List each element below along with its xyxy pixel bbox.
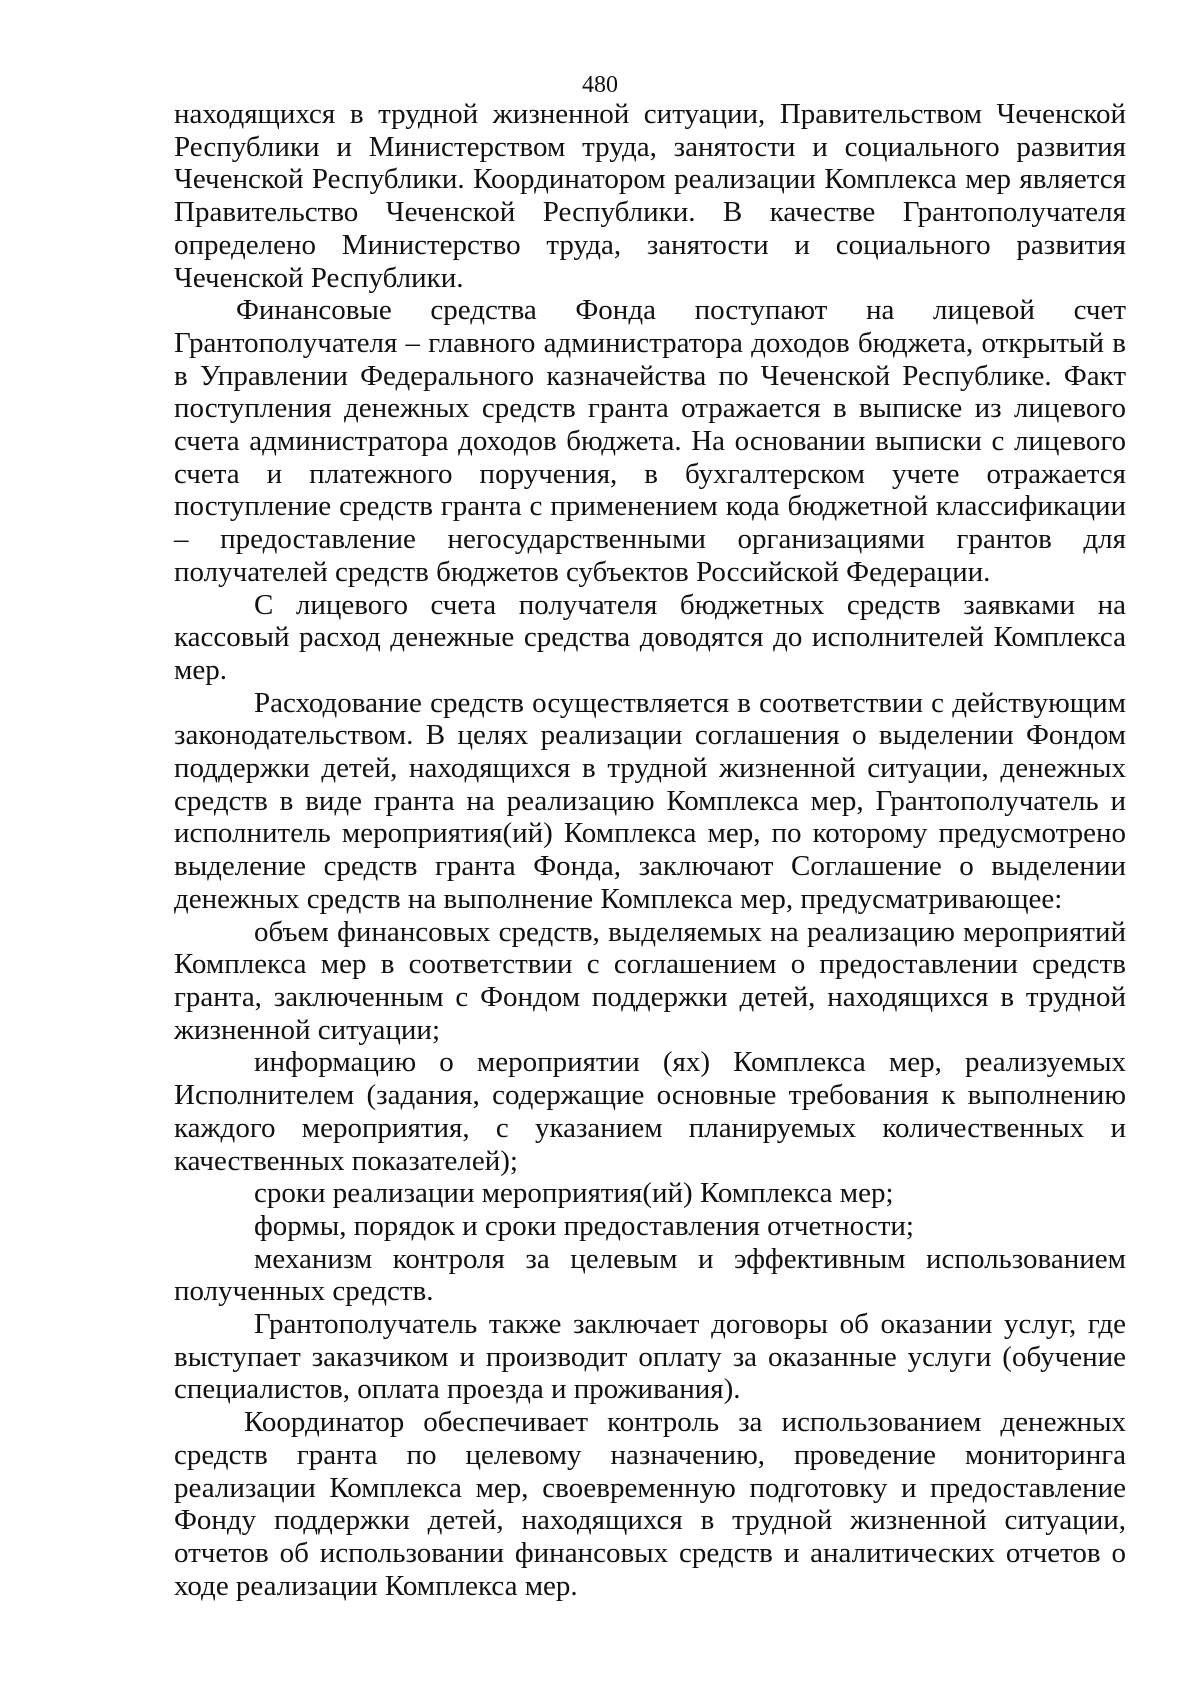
paragraph-coordinator: Координатор обеспечивает контроль за использованием денежных средств гранта по целевому назначению, проведение мониторинга реализации Комплекса мер, своевременную подготовку и предоставление Фонду поддержки детей, находящихся в трудной жизненной ситуации, отчетов об использовании финансовых средств и аналитических отчетов о ходе реализации Комплекса мер. <box>174 1406 1126 1602</box>
document-body <box>174 98 1126 1602</box>
paragraph-contracts: Грантополучатель также заключает договоры об оказании услуг, где выступает заказчиком и производит оплату за оказанные услуги (обучение специалистов, оплата проезда и проживания). <box>174 1308 1126 1406</box>
list-item-activity-info: информацию о мероприятии (ях) Комплекса мер, реализуемых Исполнителем (задания, содержащие основные требования к выполнению каждого мероприятия, с указанием планируемых количественных и качественных показателей); <box>174 1046 1126 1177</box>
paragraph-financial-sources: Финансовые средства Фонда поступают на лицевой счет Грантополучателя – главного администратора доходов бюджета, открытый в в Управлении Федерального казначейства по Чеченской Республике. Факт поступления денежных средств гранта отражается в выписке из лицевого счета администратора доходов бюджета. На основании выписки с лицевого счета и платежного поручения, в бухгалтерском учете отражается поступление средств гранта с применением кода бюджетной классификации – предоставление негосударственными организациями грантов для получателей средств бюджетов субъектов Российской Федерации. <box>174 294 1126 588</box>
paragraph-spending: Расходование средств осуществляется в соответствии с действующим законодательством. В целях реализации соглашения о выделении Фондом поддержки детей, находящихся в трудной жизненной ситуации, денежных средств в виде гранта на реализацию Комплекса мер, Грантополучатель и исполнитель мероприятия(ий) Комплекса мер, по которому предусмотрено выделение средств гранта Фонда, заключают Соглашение о выделении денежных средств на выполнение Комплекса мер, предусматривающее: <box>174 686 1126 915</box>
list-item-deadlines: сроки реализации мероприятия(ий) Комплекса мер; <box>254 1177 894 1210</box>
page-number: 480 <box>582 72 618 98</box>
list-item-reporting: формы, порядок и сроки предоставления отчетности; <box>254 1209 914 1242</box>
list-item-funding-volume: объем финансовых средств, выделяемых на реализацию мероприятий Комплекса мер в соответствии с соглашением о предоставлении средств гранта, заключенным с Фондом поддержки детей, находящихся в трудной жизненной ситуации; <box>174 915 1126 1046</box>
list-item-control: механизм контроля за целевым и эффективным использованием полученных средств. <box>174 1242 1126 1308</box>
paragraph-continuation: находящихся в трудной жизненной ситуации, Правительством Чеченской Республики и Министерством труда, занятости и социального развития Чеченской Республики. Координатором реализации Комплекса мер является Правительство Чеченской Республики. В качестве Грантополучателя определено Министерство труда, занятости и социального развития Чеченской Республики. <box>174 98 1126 294</box>
paragraph-cash-flow: С лицевого счета получателя бюджетных средств заявками на кассовый расход денежные средства доводятся до исполнителей Комплекса мер. <box>174 588 1126 686</box>
